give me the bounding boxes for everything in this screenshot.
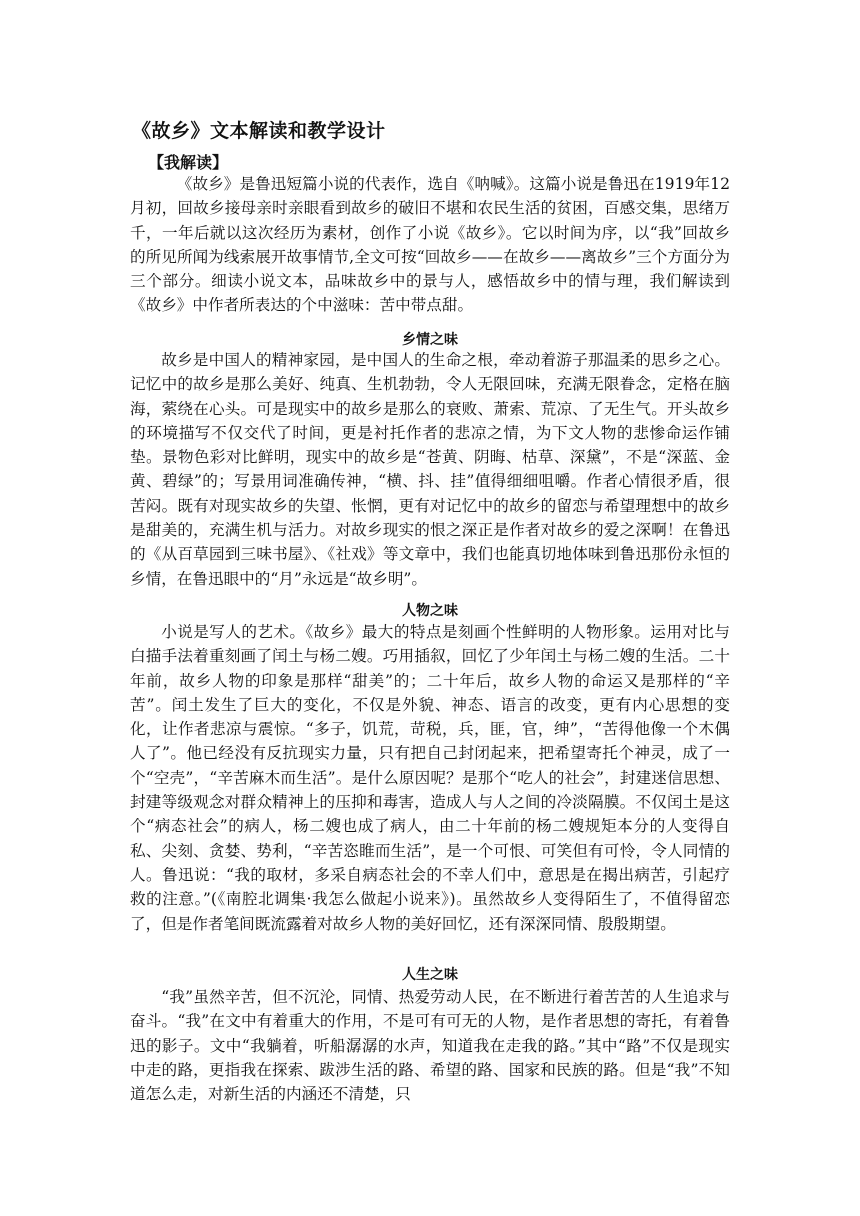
section-paragraph-rensheng: “我”虽然辛苦，但不沉沦，同情、热爱劳动人民，在不断进行着苦苦的人生追求与奋斗。“我”在文中有着重大的作用，不是可有可无的人物，是作者思想的寄托，有着鲁迅的影子。文中“我躺着，听船潺潺的水声，知道我在走我的路。”其中“路”不仅是现实中走的路，更指我在探索、跋涉生活的路、希望的路、国家和民族的路。但是“我”不知道怎么走，对新生活的内涵还不清楚，只 xyxy=(130,988,730,1104)
intro-paragraph: 《故乡》是鲁迅短篇小说的代表作，选自《呐喊》。这篇小说是鲁迅在1919年12月初，回故乡接母亲时亲眼看到故乡的破旧不堪和农民生活的贫困，百感交集，思绪万千，一年后就以这次经历为素材，创作了小说《故乡》。它以时间为序，以“我”回故乡的所见所闻为线索展开故事情节,全文可按“回故乡——在故乡——离故乡”三个方面分为三个部分。细读小说文本，品味故乡中的景与人，感悟故乡中的情与理，我们解读到《故乡》中作者所表达的个中滋味：苦中带点甜。 xyxy=(130,175,730,315)
section-heading-xiangqing: 乡情之味 xyxy=(402,332,458,348)
section-label: 【我解读】 xyxy=(148,153,229,172)
section-paragraph-xiangqing: 故乡是中国人的精神家园，是中国人的生命之根，牵动着游子那温柔的思乡之心。记忆中的故乡是那么美好、纯真、生机勃勃，令人无限回味，充满无限眷念，定格在脑海，萦绕在心头。可是现实中的故乡是那么的衰败、萧索、荒凉、了无生气。开头故乡的环境描写不仅交代了时间，更是衬托作者的悲凉之情，为下文人物的悲惨命运作铺垫。景物色彩对比鲜明，现实中的故乡是“苍黄、阴晦、枯草、深黛”，不是“深蓝、金黄、碧绿”的；写景用词准确传神，“横、抖、挂”值得细细咀嚼。作者心情很矛盾，很苦闷。既有对现实故乡的失望、怅惘，更有对记忆中的故乡的留恋与希望理想中的故乡是甜美的，充满生机与活力。对故乡现实的恨之深正是作者对故乡的爱之深啊！在鲁迅的《从百草园到三味书屋》、《社戏》等文章中，我们也能真切地体味到鲁迅那份永恒的乡情，在鲁迅眼中的“月”永远是“故乡明”。 xyxy=(130,351,730,588)
section-heading-renwu: 人物之味 xyxy=(402,603,458,619)
section-heading-rensheng: 人生之味 xyxy=(402,967,458,983)
document-title: 《故乡》文本解读和教学设计 xyxy=(132,120,386,142)
section-paragraph-renwu: 小说是写人的艺术。《故乡》最大的特点是刻画个性鲜明的人物形象。运用对比与白描手法着重刻画了闰土与杨二嫂。巧用插叙，回忆了少年闰土与杨二嫂的生活。二十年前，故乡人物的印象是那样“甜美”的；二十年后，故乡人物的命运又是那样的“辛苦”。闰土发生了巨大的变化，不仅是外貌、神态、语言的改变，更有内心思想的变化，让作者悲凉与震惊。“多子，饥荒，苛税，兵，匪，官，绅”，“苦得他像一个木偶人了”。他已经没有反抗现实力量，只有把自己封闭起来，把希望寄托个神灵，成了一个“空壳”，“辛苦麻木而生活”。是什么原因呢？是那个“吃人的社会”，封建迷信思想、封建等级观念对群众精神上的压抑和毒害，造成人与人之间的冷淡隔膜。不仅闰土是这个“病态社会”的病人，杨二嫂也成了病人，由二十年前的杨二嫂规矩本分的人变得自私、尖刻、贪婪、势利，“辛苦恣睢而生活”，是一个可恨、可笑但有可怜，令人同情的人。鲁迅说：“我的取材，多采自病态社会的不幸人们中，意思是在揭出病苦，引起疗救的注意。”(《南腔北调集·我怎么做起小说来》)。虽然故乡人变得陌生了，不值得留恋了，但是作者笔间既流露着对故乡人物的美好回忆，还有深深同情、殷殷期望。 xyxy=(130,623,730,933)
